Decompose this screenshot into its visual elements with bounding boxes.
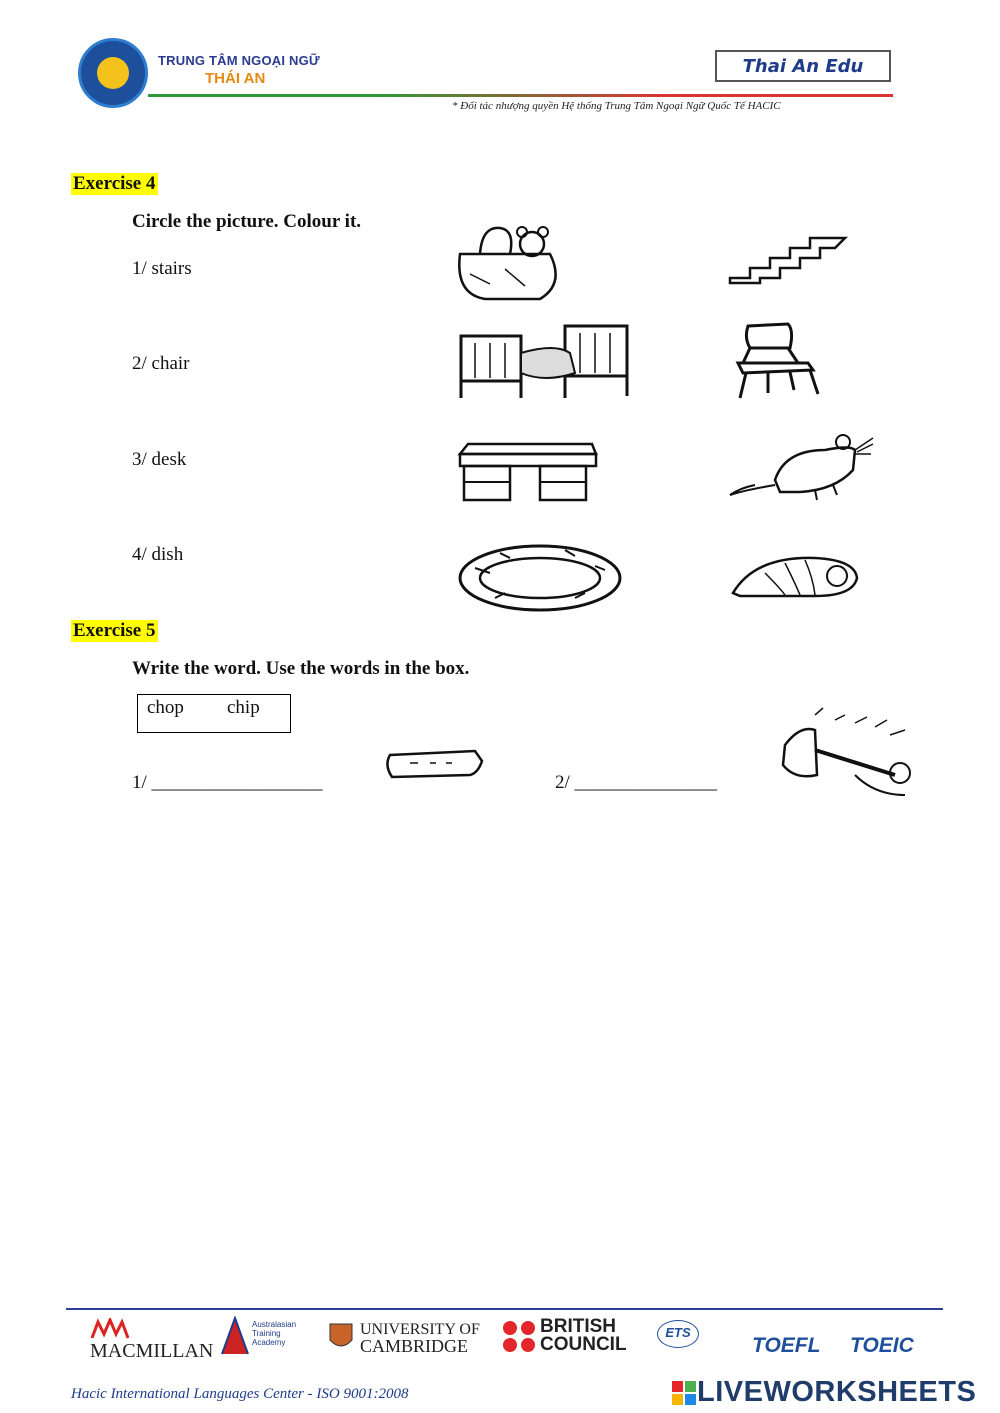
header-divider: [148, 94, 893, 97]
british-council-text-2: COUNCIL: [540, 1334, 627, 1355]
exercise5-instruction: Write the word. Use the words in the box.: [132, 658, 470, 679]
chip-picture: [380, 745, 490, 785]
cambridge-text-2: CAMBRIDGE: [360, 1336, 469, 1356]
macmillan-icon: [90, 1318, 130, 1340]
bag-picture[interactable]: [450, 214, 580, 304]
desk-picture[interactable]: [456, 440, 601, 505]
ata-text: Australasian Training Academy: [252, 1320, 297, 1347]
cambridge-text-1: UNIVERSITY OF: [360, 1321, 480, 1338]
ata-icon: [220, 1316, 250, 1356]
exercise5-title: Exercise 5: [73, 620, 156, 641]
british-council-dots-icon: [502, 1320, 538, 1354]
stairs-picture[interactable]: [725, 228, 855, 288]
exercise4-instruction: Circle the picture. Colour it.: [132, 211, 362, 232]
footer-center-text: Hacic International Languages Center - ISO 9001:2008: [71, 1386, 409, 1402]
word-chop: chop: [147, 697, 184, 718]
dish-picture[interactable]: [455, 538, 625, 618]
item-desk: 3/ desk: [132, 449, 187, 470]
item-stairs: 1/ stairs: [132, 258, 192, 279]
mouse-picture[interactable]: [725, 430, 875, 505]
brand-box: Thai An Edu: [715, 50, 891, 82]
exercise4-title: Exercise 4: [73, 173, 156, 194]
ets-logo: ETS: [657, 1320, 699, 1348]
cambridge-shield-icon: [328, 1322, 354, 1352]
logo-emblem: [97, 57, 129, 89]
chair-picture[interactable]: [728, 318, 828, 408]
bed-picture[interactable]: [455, 318, 635, 408]
item-dish: 4/ dish: [132, 544, 184, 565]
british-council-text-1: BRITISH: [540, 1316, 616, 1337]
item-chair: 2/ chair: [132, 353, 190, 374]
macmillan-logo: [90, 1318, 214, 1363]
answer-2[interactable]: 2/ _______________: [555, 772, 718, 793]
center-name-line2: THÁI AN: [205, 70, 266, 87]
liveworksheets-watermark[interactable]: LIVEWORKSHEETS: [697, 1376, 977, 1408]
toefl-logo: TOEFL: [752, 1334, 821, 1357]
toeic-logo: TOEIC: [850, 1334, 914, 1357]
shell-picture[interactable]: [725, 548, 865, 608]
answer-1[interactable]: 1/ __________________: [132, 772, 323, 793]
word-box: [137, 694, 291, 733]
footer-divider: [66, 1308, 943, 1310]
liveworksheets-icon: [672, 1381, 696, 1405]
macmillan-text: MACMILLAN: [90, 1340, 214, 1362]
header-tagline: * Đối tác nhượng quyền Hệ thống Trung Tâm Ngoại Ngữ Quốc Tế HACIC: [452, 100, 781, 112]
word-chip: chip: [227, 697, 260, 718]
center-name-line1: TRUNG TÂM NGOẠI NGỮ: [158, 53, 320, 68]
center-logo: [78, 38, 148, 108]
chop-picture: [775, 705, 930, 810]
